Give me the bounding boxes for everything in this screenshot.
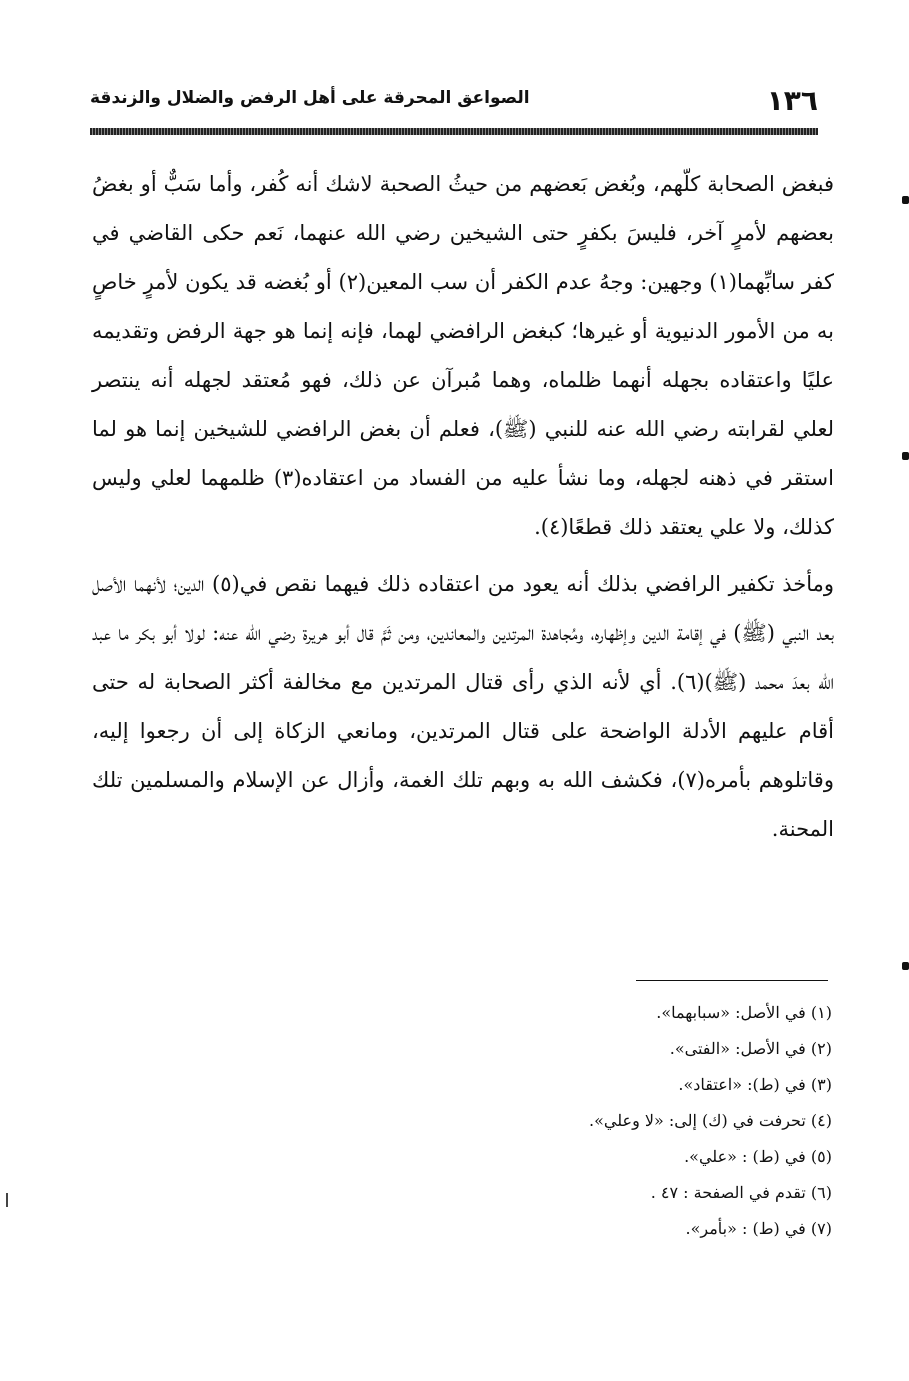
scan-margin-mark (902, 962, 909, 970)
running-title: الصواعق المحرقة على أهل الرفض والضلال والزندقة (90, 88, 530, 108)
header-rule (90, 128, 818, 135)
footnote: (٤) تحرفت في (ك) إلى: «لا وعلي». (589, 1111, 832, 1130)
paragraph: ومأخذ تكفير الرافضي بذلك أنه يعود من اعتقاده ذلك فيهما نقص في(٥) الدين؛ لأنهما الأصل بعد النبي (ﷺ) في إقامة الدين وإظهاره، ومُجاهدة المرتدين والمعاندين، ومن ثَمَّ قال أبو هريرة رضي الله عنه: لولا أبو بكر ما عبد الله بعدَ محمد (ﷺ)(٦). أي لأنه الذي رأى قتال المرتدين مع مخالفة أكثر الصحابة له حتى أقام عليهم الأدلة الواضحة على قتال المرتدين، ومانعي الزكاة إلى أن رجعوا إليه، وقاتلوهم بأمره(٧)، فكشف الله به وبهم تلك الغمة، وأزال عن الإسلام والمسلمين تلك المحنة. (92, 572, 835, 841)
page-header (90, 82, 818, 126)
paragraph: فبغض الصحابة كلّهم، وبُغض بَعضهم من حيثُ الصحبة لاشك أنه كُفر، وأما سَبٌّ أو بغضُ بعضهم لأمرٍ آخر، فليسَ بكفرٍ حتى الشيخين رضي الله عنهما، نَعم حكى القاضي في كفر سابِّهما(١) وجهين: وجهُ عدم الكفر أن سب المعين(٢) أو بُغضه قد يكون لأمرٍ خاصٍ به من الأمور الدنيوية أو غيرها؛ كبغض الرافضي لهما، فإنه إنما هو جهة الرفض وتقديمه عليًا واعتقاده بجهله أنهما ظلماه، وهما مُبرآن عن ذلك، فهو مُعتقد لجهله أنه ينتصر لعلي لقرابته رضي الله عنه للنبي (ﷺ)، فعلم أن بغض الرافضي للشيخين إنما هو لما استقر في ذهنه لجهله، وما نشأ عليه من الفساد من اعتقاده(٣) ظلمهما لعلي وليس كذلك، ولا علي يعتقد ذلك قطعًا(٤). (92, 172, 835, 539)
footnotes (460, 995, 832, 1247)
footnote: (٣) في (ط): «اعتقاد». (678, 1075, 832, 1094)
footnote: (٧) في (ط) : «بأمر». (685, 1219, 832, 1238)
footnote: (٦) تقدم في الصفحة : ٤٧ . (650, 1183, 832, 1202)
footnote-separator (636, 980, 828, 981)
footnote: (٢) في الأصل: «الفتى». (669, 1039, 832, 1058)
scan-margin-mark (902, 196, 909, 204)
footnote: (١) في الأصل: «سبابهما». (656, 1003, 832, 1022)
main-text (92, 160, 834, 854)
footnote: (٥) في (ط) : «علي». (684, 1147, 832, 1166)
scan-margin-mark (902, 452, 909, 460)
scan-margin-tick (6, 1193, 8, 1207)
page-number: ١٣٦ (766, 84, 818, 117)
